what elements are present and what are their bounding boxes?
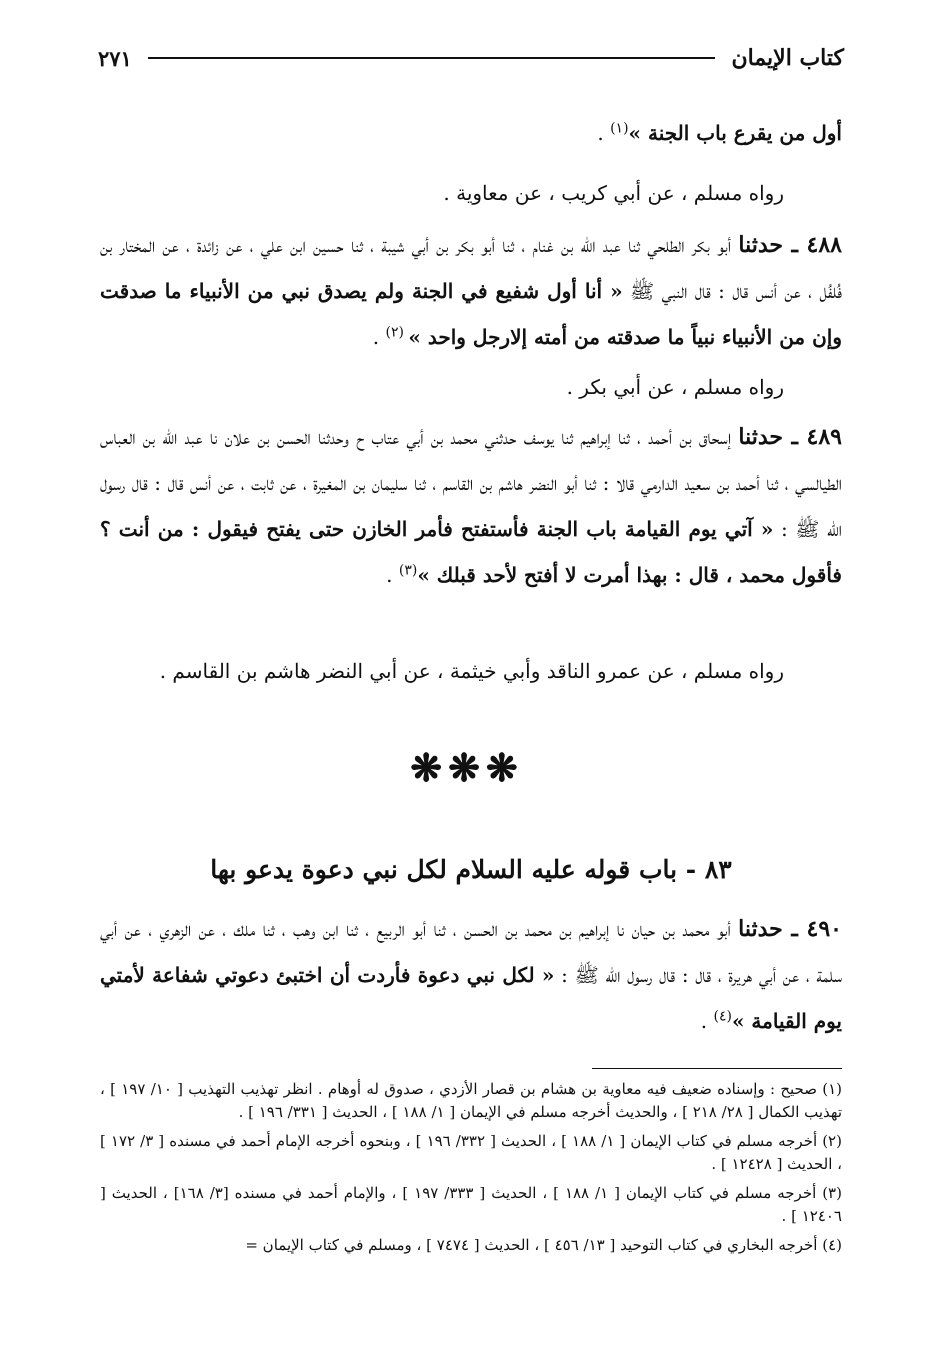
matn-text: « لكل نبي دعوة فأردت أن اختبئ دعوتي شفاعة لأمتي يوم القيامة » [100, 963, 842, 1033]
narration-note: رواه مسلم ، عن أبي بكر . [566, 375, 784, 399]
page-header [98, 38, 844, 78]
page-number: ٢٧١ [98, 45, 132, 71]
section-separator: ❋❋❋ [410, 745, 524, 790]
footnote-rule [592, 1068, 842, 1069]
footnote: (٤) أخرجه البخاري في كتاب التوحيد [ ١٣/ ٤٥٦ ] ، الحديث [ ٧٤٧٤ ] ، ومسلم في كتاب الإيمان = [245, 1236, 842, 1254]
footnote: (٣) أخرجه مسلم في كتاب الإيمان [ ١/ ١٨٨ ] ، الحديث [ ٣٣٣/ ١٩٧ ] ، والإمام أحمد في مسنده [٣/ ١٦٨] ، الحديث [ ١٢٤٠٦ ] . [100, 1184, 842, 1225]
hadith-488 [100, 222, 842, 360]
footnote-ref: (١) [610, 120, 629, 137]
sentence-end: . [700, 1009, 714, 1033]
paragraph-continuation [100, 110, 842, 156]
narration-note: رواه مسلم ، عن عمرو الناقد وأبي خيثمة ، عن أبي النضر هاشم بن القاسم . [159, 659, 784, 683]
hadith-490 [100, 906, 842, 1044]
isnad-chain: أبو محمد بن حيان نا إبراهيم بن محمد بن الحسن ، ثنا أبو الربيع ، ثنا ابن وهب ، ثنا ملك ، عن الزهري ، عن أبي سلمة ، عن أبي هريرة ، قال : قال رسول الله ﷺ : [100, 917, 842, 987]
header-rule [148, 57, 716, 59]
sentence-end: . [372, 325, 386, 349]
matn-text: « آتي يوم القيامة باب الجنة فأستفتح فأمر الخازن حتى يفتح فيقول : من أنت ؟ فأقول محمد ، قال : بهذا أمرت لا أفتح لأحد قبلك » [100, 517, 842, 587]
running-title: كتاب الإيمان [731, 45, 844, 71]
matn-text: « أنا أول شفيع في الجنة ولم يصدق نبي من الأنبياء ما صدقت وإن من الأنبياء نبياً ما صدقته من أمته إلارجل واحد » [100, 279, 842, 349]
footnote-ref: (٣) [398, 562, 418, 579]
footnotes [100, 1078, 842, 1263]
sentence-end: . [597, 121, 611, 145]
isnad-chain: أبو بكر الطلحي ثنا عبد الله بن غنام ، ثنا أبو بكر بن أبي شيبة ، ثنا حسين ابن علي ، عن زائدة ، عن المختار بن فُلفُل ، عن أنس قال : قال النبي ﷺ [100, 233, 842, 303]
hadith-number: ٤٩٠ ـ حدثنا [738, 916, 842, 942]
footnote-ref: (٤) [713, 1008, 732, 1025]
footnote-ref: (٢) [385, 324, 409, 341]
footnote: (١) صحيح : وإسناده ضعيف فيه معاوية بن هشام بن قصار الأزدي ، صدوق له أوهام . انظر تهذيب التهذيب [ ١٠/ ١٩٧ ] ، تهذيب الكمال [ ٢٨/ ٢١٨ ] ، والحديث أخرجه مسلم في الإيمان [ ١/ ١٨٨ ] ، الحديث [ ٣٣١/ ١٩٦ ] . [100, 1080, 842, 1121]
sentence-end: . [386, 563, 399, 587]
hadith-number: ٤٨٩ ـ حدثنا [738, 424, 842, 450]
isnad-chain: إسحاق بن أحمد ، ثنا إبراهيم ثنا يوسف حدثني محمد بن أبي عتاب ح وحدثنا الحسن بن علان نا عبد الله بن العباس الطيالسي ، ثنا أحمد بن سعيد الدارمي قالا : ثنا أبو النضر هاشم بن القاسم ، ثنا سليمان بن المغيرة ، عن ثابت ، عن أنس قال : قال رسول الله ﷺ : [100, 425, 842, 541]
chapter-heading: ٨٣ - باب قوله عليه السلام لكل نبي دعوة يدعو بها [210, 855, 732, 884]
footnote: (٢) أخرجه مسلم في كتاب الإيمان [ ١/ ١٨٨ ] ، الحديث [ ٣٣٢/ ١٩٦ ] ، وبنحوه أخرجه الإمام أحمد في مسنده [ ٣/ ١٧٢ ] ، الحديث [ ١٢٤٢٨ ] . [100, 1132, 842, 1173]
narration-note: رواه مسلم ، عن أبي كريب ، عن معاوية . [443, 181, 784, 205]
hadith-489 [100, 414, 842, 598]
matn-text: أول من يقرع باب الجنة » [628, 121, 842, 145]
hadith-number: ٤٨٨ ـ حدثنا [738, 232, 842, 258]
